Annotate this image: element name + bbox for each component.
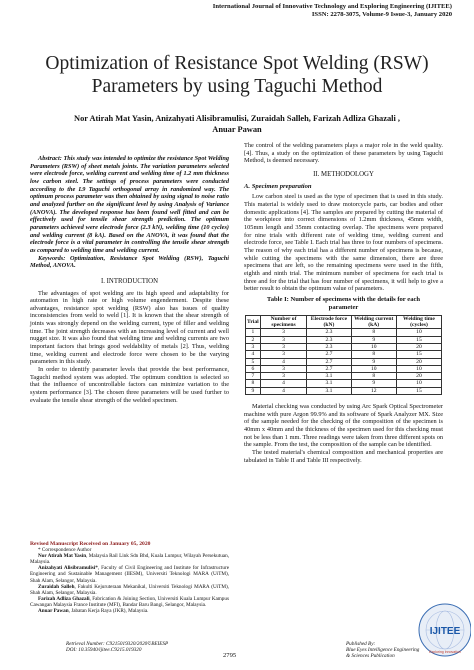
- table-cell: 12: [351, 387, 396, 394]
- table-cell: 3: [260, 373, 307, 380]
- author-note-5-text: , Jabatan Kerja Raya (JKR), Malaysia.: [68, 608, 149, 615]
- author-note-3-name: Zuraidah Salleh: [38, 583, 75, 590]
- table-cell: 3: [260, 336, 307, 343]
- subsection-heading-specimen: A. Specimen preparation: [244, 182, 312, 190]
- authors-line-2: Anuar Pawan: [212, 124, 262, 134]
- table-caption: [244, 296, 443, 312]
- logo-text: IJITEE: [429, 626, 461, 637]
- table-cell: 15: [396, 351, 441, 358]
- table-cell: 3: [260, 344, 307, 351]
- table-row: [246, 351, 442, 358]
- author-note-2-name: Anizahyati Alisibramulisi*: [38, 565, 98, 572]
- table-cell: 8: [351, 351, 396, 358]
- method-paragraph-3: The tested material's chemical composition and mechanical properties are tabulated in Table II and Table III respectively.: [244, 449, 443, 464]
- table-cell: 2.3: [307, 329, 351, 336]
- section-heading-introduction: I. INTRODUCTION: [100, 277, 158, 285]
- table-cell: 3.1: [307, 387, 351, 394]
- paper-title: Optimization of Resistance Spot Welding (RSW) Parameters by using Taguchi Method: [45, 53, 429, 97]
- table-cell: 4: [260, 358, 307, 365]
- table-cell: 3: [246, 344, 261, 351]
- keywords-label: Keywords:: [38, 254, 66, 262]
- author-note-5-name: Anuar Pawan: [38, 608, 69, 615]
- table-cell: 2.3: [307, 344, 351, 351]
- table-cell: 10: [396, 329, 441, 336]
- abstract: [30, 155, 229, 255]
- table-cell: 6: [246, 365, 261, 372]
- table-header-cell: Welding time (cycles): [396, 315, 441, 329]
- table-row: [246, 380, 442, 387]
- table-cell: 2.3: [307, 336, 351, 343]
- method-paragraph-1: Low carbon steel is used as the type of specimen that is used in this study. This material is widely used to draw motorcycle parts, car bodies and other domestic applications [4]. The samples are prepared by cutting the material of the workpiece into correct dimensions of 1.2mm thickness, 45mm width, 105mm length and 35mm contacting overlap. The specimens were prepared for nine trials with different rate of welding time, welding current and electrode force, see Table I. Each trial has three to four numbers of specimens. The reason of why each trial has a different number of specimens is because, while cutting the specimens with the same dimension, there are three specimens that are left, so the remaining specimens were used in the fifth, eighth and ninth trial. The minimum number of specimens for each trial is three and for the trial that has four number of specimens, it will help to give a better result to obtain the optimum value of parameters.: [244, 193, 443, 293]
- table-cell: 20: [396, 358, 441, 365]
- author-note-2-text: , Faculty of Civil Engineering and Institute for Infrastructure Engineering and Sustainable Management (IIESM), Universiti Teknologi MARA (UiTM), Shah Alam, Selangor, Malaysia.: [30, 565, 229, 584]
- table-cell: 2.7: [307, 358, 351, 365]
- intro-paragraph-2: In order to identify parameter levels that provide the best performance, Taguchi method system was adopted. The optimum condition is selected so that the influence of uncontrollable factors can minimize variation to the system performance [3]. The chosen three parameters will be used further to evaluate the tensile shear strength of the welded specimen.: [30, 366, 229, 404]
- abstract-label: Abstract:: [38, 155, 62, 162]
- table-cell: 8: [246, 380, 261, 387]
- table-cell: 4: [260, 387, 307, 394]
- author-notes: [30, 541, 229, 614]
- author-list: [20, 114, 454, 135]
- table-row: [246, 336, 442, 343]
- author-note-4-name: Farizah Adliza Ghazali: [38, 595, 90, 602]
- logo-subtext: Exploring Innovation: [429, 650, 461, 654]
- authors-line-1: Nor Atirah Mat Yasin, Anizahyati Alisibramulisi, Zuraidah Salleh, Farizah Adliza Ghazali ,: [74, 114, 400, 123]
- table-header-cell: Trial: [246, 315, 261, 329]
- correspondence-note: * Correspondence Author: [38, 547, 92, 554]
- table-cell: 1: [246, 329, 261, 336]
- author-note-4-text: , Fabrication & Joining Section, Universiti Kuala Lumpur Kampus Cawangan Malaysia France Institute (MFI), Bandar Baru Bangi, Selangor, Malaysia.: [30, 595, 229, 608]
- table-cell: 2.7: [307, 351, 351, 358]
- table-row: [246, 329, 442, 336]
- table-cell: 4: [246, 351, 261, 358]
- page-number: 2795: [223, 652, 237, 659]
- right-paragraph-0: The control of the welding parameters plays a major role in the weld quality. [4]. Thus, a study on the optimization of these parameters by using Taguchi Method, is deemed necessary.: [244, 142, 443, 165]
- table-cell: 9: [351, 336, 396, 343]
- table-cell: 9: [351, 380, 396, 387]
- table-row: [246, 358, 442, 365]
- ijitee-logo: [385, 602, 471, 666]
- author-note-3: [30, 584, 229, 596]
- journal-name: International Journal of Innovative Technology and Exploring Engineering (IJITEE): [212, 3, 452, 10]
- table-row: [246, 387, 442, 394]
- table-cell: 15: [396, 387, 441, 394]
- intro-paragraph-1: The advantages of spot welding are its high speed and adaptability for automation in high rate or high volume engenderment. Despite these advantages, resistance spot welding (RSW) also has issues of quality inconsistencies from weld to weld [1]. It is known that the shear strength of joints was strongly depend on the welding current, type of filler and welding time. The joint strength decreases with an increasing level of current and well nugget size. It was also found that welding time and welding currents are two important factors that brings good weldability of metals [2]. Thus, welding time, welding current and electrode force were chosen to be the varying parameters in this study.: [30, 289, 229, 366]
- author-note-1-text: , Malaysia Rail Link Sdn Bhd, Kuala Lumpur, Wilayah Persekutuan, Malaysia.: [30, 553, 230, 566]
- publisher-line-1: Blue Eyes Intelligence Engineering: [346, 647, 420, 654]
- journal-header: [213, 3, 452, 19]
- table-header-cell: Electrode force (kN): [307, 315, 351, 329]
- revised-note: Revised Manuscript Received on January 05, 2020: [30, 541, 151, 547]
- table-caption-line-1: Table I: Number of specimens with the details for each: [266, 295, 421, 303]
- abstract-text: This study was intended to optimize the resistance Spot Welding Parameters (RSW) of sheet metals joints. The variation parameters selected were electrode force, welding current and welding time of 1.2 mm thickness low carbon steel. The settings of process parameters were conducted according to the L9 Taguchi orthogonal array in randomized way. The optimum process parameter was then obtained by using signal to noise ratio and analyzed further on the significant level by using Analysis of Variance (ANOVA). The developed response has been found well fitted and can be effectively used for tensile shear strength prediction. The optimum parameters achieved were electrode force (2.3 kN), welding time (10 cycles) and welding current (8 kA). Based on the ANOVA, it was found that the electrode force is a vital parameter in controlling the tensile shear strength as compared to welding time and welding current.: [30, 155, 229, 254]
- method-paragraph-2: Material checking was conducted by using Arc Spark Optical Spectrometer machine with pure Argon 99.9% and its software of Spark Analyzer MX. Size of the sample needed for the checking of the composition of the specimen is 40mm x 40mm and the thickness of the specimen used for this checking must not be less than 1 mm. Three readings were taken from three different spots on the sample. From the test, the composition of the sample can be identified.: [244, 403, 443, 449]
- table-cell: 2: [246, 336, 261, 343]
- table-cell: 5: [246, 358, 261, 365]
- table-caption-line-2: parameter: [328, 303, 359, 311]
- author-note-1-name: Nor Atirah Mat Yasin: [38, 553, 87, 560]
- author-note-5: [30, 608, 229, 614]
- table-cell: 3: [260, 351, 307, 358]
- footer-retrieval: [66, 641, 168, 653]
- table-header-cell: Number of specimens: [260, 315, 307, 329]
- table-header-cell: Welding current (kA): [351, 315, 396, 329]
- table-cell: 20: [396, 373, 441, 380]
- author-note-1: [30, 553, 229, 565]
- table-cell: 3: [260, 329, 307, 336]
- table-cell: 7: [246, 373, 261, 380]
- table-cell: 3: [260, 365, 307, 372]
- author-note-2: [30, 565, 229, 583]
- table-cell: 15: [396, 336, 441, 343]
- published-by: Published By:: [346, 641, 376, 647]
- table-cell: 20: [396, 344, 441, 351]
- keywords-text: Optimization, Resistance Spot Welding (RSW), Taguchi Method, ANOVA.: [30, 254, 229, 270]
- table-cell: 10: [396, 380, 441, 387]
- table-row: [246, 373, 442, 380]
- table-cell: 9: [246, 387, 261, 394]
- table-cell: 3.1: [307, 373, 351, 380]
- table-row: [246, 344, 442, 351]
- publisher-line-2: & Sciences Publication: [346, 653, 395, 660]
- table-cell: 10: [351, 344, 396, 351]
- table-cell: 3.1: [307, 380, 351, 387]
- retrieval-number: Retrieval Number: C9215019320/2020©BEIESP: [66, 641, 169, 647]
- table-cell: 8: [351, 373, 396, 380]
- author-note-4: [30, 596, 229, 608]
- right-column: [244, 142, 443, 464]
- author-note-3-text: , Fakulti Kejuruteraan Mekanikal, Universiti Teknologi MARA (UiTM), Shah Alam, Selangor, Malaysia.: [30, 583, 229, 596]
- left-column: [30, 155, 229, 404]
- journal-issn: ISSN: 2278-3075, Volume-9 Issue-3, January 2020: [311, 11, 452, 18]
- table-cell: 2.7: [307, 365, 351, 372]
- specimen-table: [245, 315, 442, 395]
- table-cell: 10: [351, 365, 396, 372]
- table-header-row: [246, 315, 442, 329]
- table-cell: 9: [351, 358, 396, 365]
- table-cell: 4: [260, 380, 307, 387]
- section-heading-methodology: II. METHODOLOGY: [313, 170, 374, 178]
- table-cell: 8: [351, 329, 396, 336]
- table-cell: 10: [396, 365, 441, 372]
- table-row: [246, 365, 442, 372]
- keywords: [30, 255, 229, 270]
- doi: DOI: 10.35940/ijitee.C9215.019320: [66, 647, 142, 654]
